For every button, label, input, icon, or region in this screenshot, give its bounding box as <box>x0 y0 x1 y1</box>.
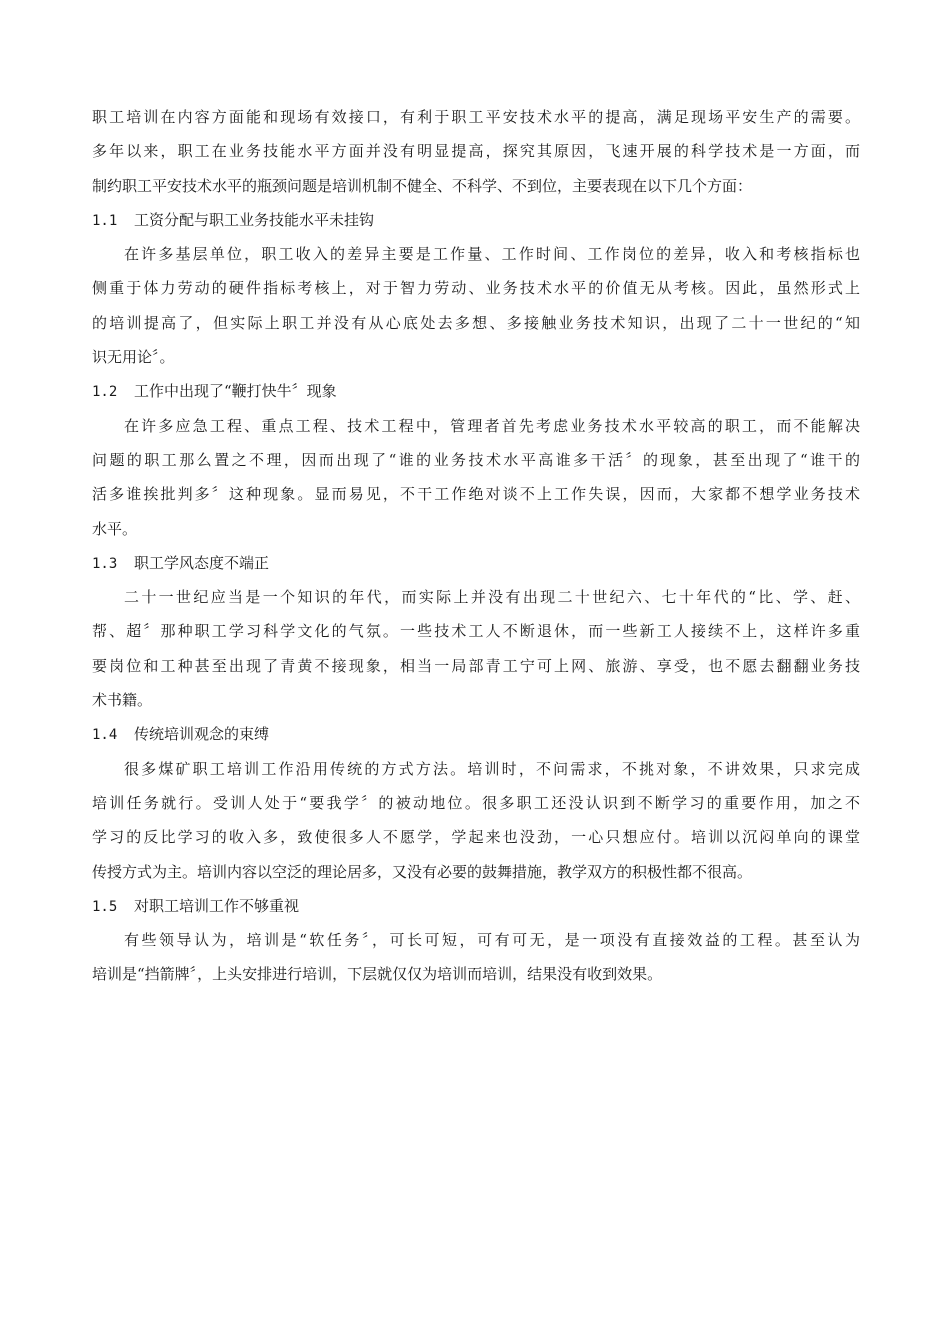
text-line: 术书籍。 <box>92 691 153 710</box>
text-line: 制约职工平安技术水平的瓶颈问题是培训机制不健全、不科学、不到位，主要表现在以下几个方面： <box>92 176 753 195</box>
text-line: 在许多基层单位，职工收入的差异主要是工作量、工作时间、工作岗位的差异，收入和考核指标也 <box>124 245 860 264</box>
section-1-2 <box>92 374 860 545</box>
text-line: 学习的反比学习的收入多，致使很多人不愿学，学起来也没劲，一心只想应付。培训以沉闷单向的课堂 <box>92 828 860 847</box>
text-line: 培训任务就行。受训人处于“要我学〞的被动地位。很多职工还没认识到不断学习的重要作用，加之不 <box>92 793 860 812</box>
text-line: 职工培训在内容方面能和现场有效接口，有利于职工平安技术水平的提高，满足现场平安生产的需要。 <box>92 108 860 126</box>
section-number: 1.3 <box>92 555 118 572</box>
text-line: 很多煤矿职工培训工作沿用传统的方式方法。培训时，不问需求，不挑对象，不讲效果，只求完成 <box>124 759 860 778</box>
section-title: 工作中出现了“鞭打快牛〞现象 <box>134 382 337 401</box>
text-line: 的培训提高了，但实际上职工并没有从心底处去多想、多接触业务技术知识，出现了二十一世纪的“知 <box>92 313 860 332</box>
section-number: 1.1 <box>92 212 118 229</box>
section-title: 职工学风态度不端正 <box>134 553 270 572</box>
text-line: 培训是“挡箭牌〞，上头安排进行培训，下层就仅仅为培训而培训，结果没有收到效果。 <box>92 965 663 984</box>
text-line: 识无用论〞。 <box>92 348 175 367</box>
section-number: 1.2 <box>92 384 118 401</box>
section-title: 工资分配与职工业务技能水平未挂钩 <box>134 210 375 229</box>
section-heading <box>92 717 860 751</box>
section-heading <box>92 889 860 923</box>
text-line: 二十一世纪应当是一个知识的年代，而实际上并没有出现二十世纪六、七十年代的“比、学、赶、 <box>124 588 860 607</box>
document-page <box>92 100 860 992</box>
text-line: 有些领导认为，培训是“软任务〞，可长可短，可有可无，是一项没有直接效益的工程。甚至认为 <box>124 931 860 950</box>
text-line: 要岗位和工种甚至出现了青黄不接现象，相当一局部青工宁可上网、旅游、享受，也不愿去翻翻业务技 <box>92 656 860 675</box>
section-1-5 <box>92 889 860 992</box>
section-1-1 <box>92 203 860 374</box>
section-1-3 <box>92 546 860 717</box>
intro-paragraph <box>92 100 860 203</box>
text-line: 多年以来，职工在业务技能水平方面并没有明显提高，探究其原因，飞速开展的科学技术是一方面，而 <box>92 142 860 161</box>
section-heading <box>92 203 860 237</box>
section-1-4 <box>92 717 860 888</box>
section-number: 1.4 <box>92 727 118 744</box>
text-line: 传授方式为主。培训内容以空泛的理论居多，又没有必要的鼓舞措施，教学双方的积极性都不很高。 <box>92 862 753 881</box>
text-line: 活多谁挨批判多〞这种现象。显而易见，不干工作绝对谈不上工作失误，因而，大家都不想学业务技术 <box>92 485 860 504</box>
text-line: 帮、超〞那种职工学习科学文化的气氛。一些技术工人不断退休，而一些新工人接续不上，这样许多重 <box>92 622 860 641</box>
section-title: 对职工培训工作不够重视 <box>134 896 300 915</box>
section-heading <box>92 374 860 408</box>
section-number: 1.5 <box>92 898 118 915</box>
text-line: 水平。 <box>92 519 138 538</box>
section-heading <box>92 546 860 580</box>
section-title: 传统培训观念的束缚 <box>134 725 270 744</box>
text-line: 侧重于体力劳动的硬件指标考核上，对于智力劳动、业务技术水平的价值无从考核。因此，虽然形式上 <box>92 279 860 298</box>
text-line: 问题的职工那么置之不理，因而出现了“谁的业务技术水平高谁多干活〞的现象，甚至出现了“谁干的 <box>92 450 860 469</box>
text-line: 在许多应急工程、重点工程、技术工程中，管理者首先考虑业务技术水平较高的职工，而不能解决 <box>124 416 860 435</box>
